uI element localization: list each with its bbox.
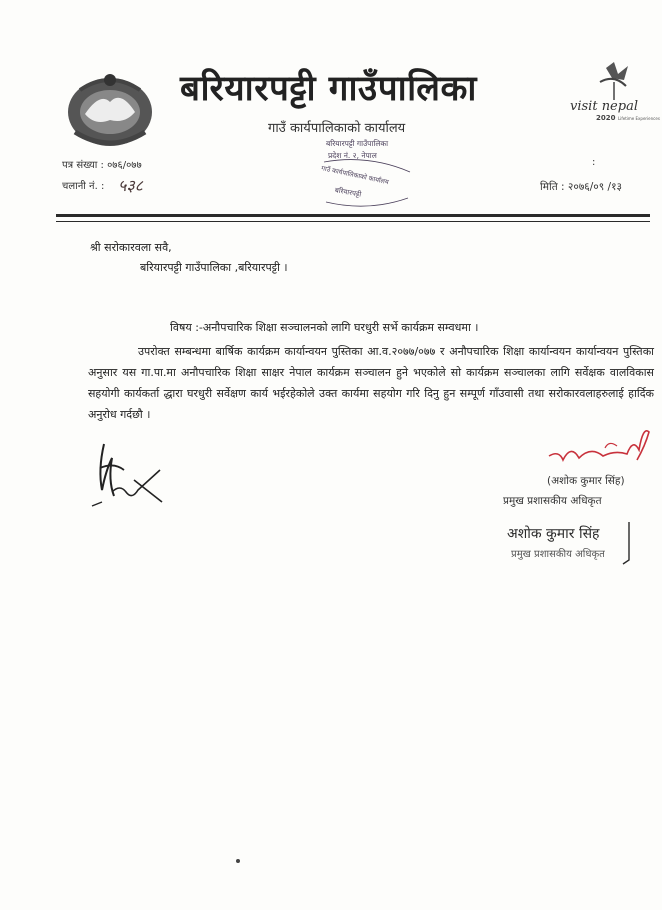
chalani-number: ५३८ [118, 176, 143, 195]
chalani-label: चलानी नं. : [62, 181, 105, 192]
seal-name: अशोक कुमार सिंह [507, 526, 600, 542]
nepal-emblem-icon [55, 62, 165, 154]
visit-nepal-icon [566, 60, 660, 130]
name-seal [503, 520, 643, 570]
address-line-1: श्री सरोकारवला सवै, [90, 241, 172, 254]
svg-text:बरियारपट्टी गाउँपालिका: बरियारपट्टी गाउँपालिका [326, 139, 389, 148]
svg-text:2020: 2020 [596, 114, 616, 122]
office-subtitle: गाउँ कार्यपालिकाको कार्यालय [268, 121, 406, 136]
subject-line: विषय :-अनौपचारिक शिक्षा सञ्चालनको लागि घरधुरी सर्भे कार्यक्रम सम्वधमा । [170, 321, 479, 334]
signatory-title: प्रमुख प्रशासकीय अधिकृत [503, 495, 602, 507]
letter-body: उपरोक्त सम्बन्धमा बार्षिक कार्यक्रम कार्यान्वयन पुस्तिका आ.व.२०७७/०७७ र अनौपचारिक शिक्षा कार्यान्वयन कार्यान्वयन पुस्तिका अनुसार यस गा.पा.मा अनौपचारिक शिक्षा साक्षर नेपाल कार्यक्रम सञ्चालन हुने भएकोले सो कार्यक्रम सञ्चालका लागि सर्वेक्षक वालविकास सहयोगी कार्यकर्ता द्धारा घरधुरी सर्वेक्षण कार्य भईरहेकोले उक्त कार्यमा सहयोग गरि दिनु हुन सम्पूर्ण गाँउवासी तथा सरोकारवलाहरुलाई हार्दिक अनुरोध गर्दछौ । [88, 345, 654, 421]
visit-nepal-logo [566, 60, 660, 130]
header-rule-thin [56, 221, 650, 222]
letter-date: मिति : २०७६/०९ /१३ [540, 181, 623, 193]
header-rule-thick [56, 214, 650, 217]
svg-text:Lifetime Experiences: Lifetime Experiences [618, 116, 660, 121]
address-line-2: बरियारपट्टी गाउँपालिका ,बरियारपट्टी । [140, 261, 288, 274]
svg-text:गाउँ कार्यपालिकाको कार्यालय: गाउँ कार्यपालिकाको कार्यालय [320, 164, 390, 187]
seal-title: प्रमुख प्रशासकीय अधिकृत [511, 549, 605, 560]
office-stamp [318, 132, 418, 226]
paper-speck [236, 859, 240, 863]
organization-title: बरियारपट्टी गाउँपालिका [180, 69, 477, 109]
right-signature [545, 420, 653, 472]
svg-text:बरियारपट्टी: बरियारपट्टी [334, 186, 362, 199]
signatory-name: (अशोक कुमार सिंह) [547, 475, 625, 487]
svg-text:प्रदेश नं. २, नेपाल: प्रदेश नं. २, नेपाल [328, 151, 377, 160]
colon-mark: : [592, 157, 596, 168]
visit-logo-text: visit nepal [570, 99, 638, 114]
left-signature [90, 440, 170, 516]
patra-sankhya: पत्र संख्या : ०७६/०७७ [62, 160, 142, 171]
seal-bracket-icon [503, 520, 643, 570]
